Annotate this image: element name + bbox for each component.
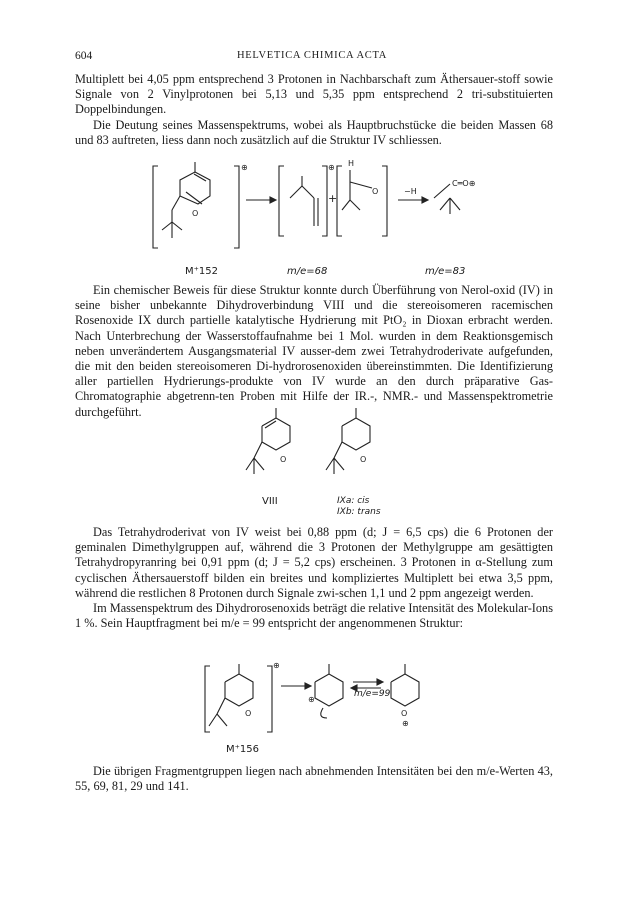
structure-ix	[326, 408, 370, 474]
arrow-label: −H	[404, 187, 417, 196]
label-m83: m/e=83	[425, 266, 466, 277]
paragraph-4: Das Tetrahydroderivat von IV weist bei 0,88 ppm (d; J = 6,5 cps) die 6 Protonen der geminalen Dimethylgruppen auf, während die 3 Protonen der Methylgruppe am gesättigten Tetrahydropyranring bei 0,91 ppm (d; J = 5,2 cps) erscheinen. 3 Protonen in α-Stellung zum cyclischen Äthersauerstoff bilden ein breites und kompliziertes Multiplett bei etwa 3,5 ppm, während die restlichen 8 Protonen durch Signale zwi-schen 1,1 und 2 ppm angezeigt werden.	[75, 525, 553, 600]
page-number: 604	[75, 50, 93, 62]
scheme-2-structures	[250, 400, 430, 490]
structure-viii	[246, 408, 290, 474]
text-block-3	[75, 525, 553, 631]
intermediate-radical	[337, 159, 387, 236]
label-m99: m/e=99	[354, 689, 391, 699]
label-m152: M⁺152	[185, 266, 218, 277]
scheme-1-fragmentation	[150, 158, 520, 258]
label-viii: VIII	[262, 496, 278, 507]
text-block-4	[75, 764, 553, 794]
charge-label: ⊕	[273, 661, 280, 670]
oxygen-label: O	[245, 709, 252, 718]
label-m68: m/e=68	[287, 266, 328, 277]
oxygen-label: O	[360, 455, 367, 464]
fragment-99	[308, 664, 343, 718]
charge-label: ⊕	[308, 695, 315, 704]
oxygen-label: O	[192, 209, 199, 218]
label-m156: M⁺156	[226, 744, 259, 755]
charge-label: ⊕	[241, 163, 248, 172]
fragment-68	[279, 163, 338, 236]
paragraph-2: Die Deutung seines Massenspektrums, wobei als Hauptbruchstücke die beiden Massen 68 und 83 auftreten, liess dann noch zusätzlich auf die Struktur IV schliessen.	[75, 117, 553, 147]
journal-title: HELVETICA CHIMICA ACTA	[236, 50, 388, 61]
hydrogen-label: H	[348, 159, 355, 168]
paragraph-5: Im Massenspektrum des Dihydrorosenoxids beträgt die relative Intensität des Molekular-Ions 1 %. Sein Hauptfragment bei m/e = 99 entspricht der angenommenen Struktur:	[75, 601, 553, 631]
text-block-1	[75, 72, 553, 148]
paragraph-3: Ein chemischer Beweis für diese Struktur konnte durch Überführung von Nerol-oxid (IV) in seine bisher unbekannte Dihydroverbindung VIII und die stereoisomeren racemischen Rosenoxide IX durch partielle katalytische Hydrierung mit PtO₂ in Dioxan erbracht werden. Nach Unterbrechung der Wasserstoffaufnahme bei 1 Mol. wurden in dem Reaktionsgemisch neben unverändertem Ausgangsmaterial IV ausser-dem zwei Tetrahydroderivate aufgefunden, die mit den beiden stereoisomeren Di-hydrorosenoxiden übereinstimmten. Die Identifizierung aller partiellen Hydrierungs-produkte von IV wurde an den durch präparative Gas-Chromatographie abgetrenn-ten Proben mit Hilfe der IR.-, NMR.- und Massenspektrometrie durchgeführt.	[75, 283, 553, 419]
charge-label: ⊕	[328, 163, 335, 172]
oxygen-label: O	[401, 709, 408, 718]
dihydrorosenoxide-structure	[205, 661, 280, 732]
fragment-83	[434, 179, 475, 214]
fragment-99-isomer	[391, 664, 419, 728]
oxygen-label: O	[280, 455, 287, 464]
paragraph-6: Die übrigen Fragmentgruppen liegen nach abnehmenden Intensitäten bei den m/e-Werten 43, 55, 69, 81, 29 und 141.	[75, 764, 553, 794]
oxygen-label: O	[372, 187, 379, 196]
plus-sign: +	[328, 192, 338, 205]
label-ixa: IXa: cis	[337, 496, 370, 506]
nerol-oxide-structure	[153, 162, 248, 248]
paragraph-1: Multiplett bei 4,05 ppm entsprechend 3 Protonen in Nachbarschaft zum Äthersauer-stoff sowie Signale von 2 Vinylprotonen bei 5,13 und 5,35 ppm entsprechend 2 tri-substituierten Doppelbindungen.	[75, 72, 553, 117]
scheme-3-fragmentation	[205, 660, 465, 740]
ketene-label: C═O⊕	[452, 179, 476, 188]
label-ixb: IXb: trans	[337, 507, 381, 517]
charge-label: ⊕	[402, 719, 409, 728]
